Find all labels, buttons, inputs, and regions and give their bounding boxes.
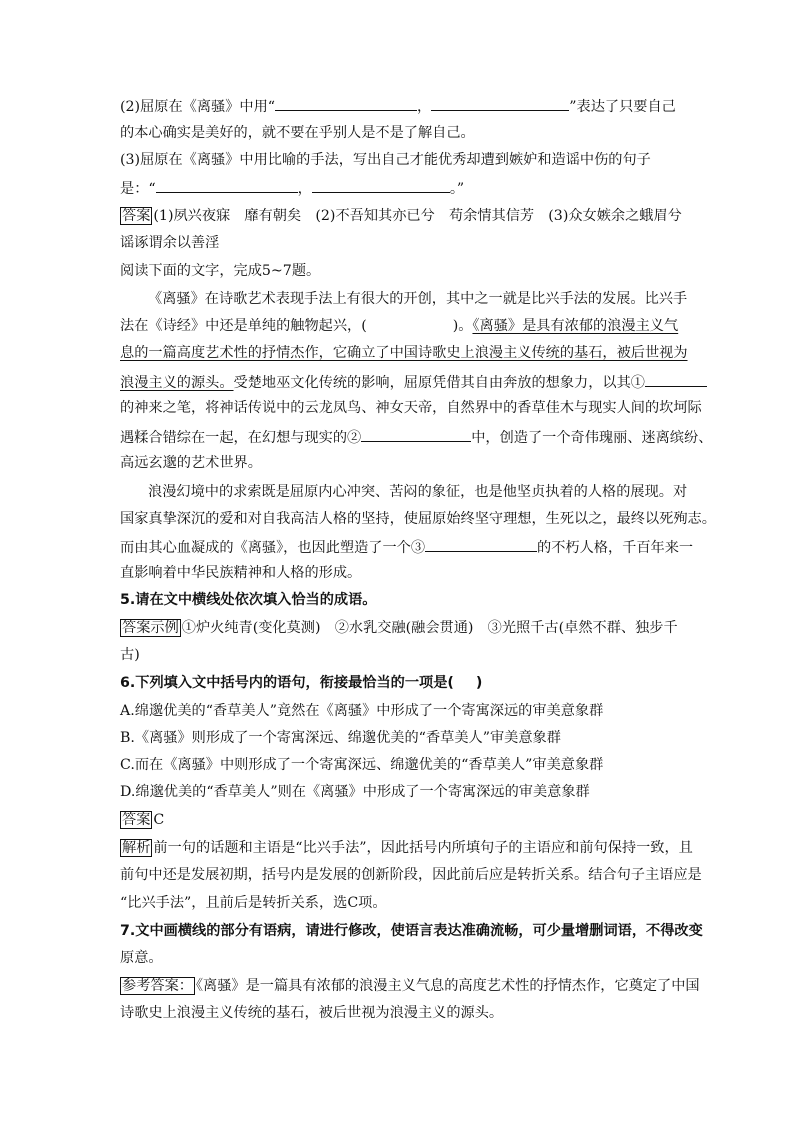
passage-text: 法在《诗经》中还是单纯的触物起兴，( — [120, 318, 367, 334]
passage-p2-line-3 — [120, 537, 693, 557]
answer-label: 答案 — [122, 208, 151, 224]
q6-stem-close: ) — [475, 675, 483, 691]
passage-p1-line-2 — [120, 317, 678, 335]
analysis-label: 解析 — [122, 840, 151, 856]
passage-text: 而由其心血凝成的《离骚》，也因此塑造了一个③ — [120, 540, 426, 556]
q5-answer-text: ①炉火纯青(变化莫测) ②水乳交融(融会贯通) ③光照千古(卓然不群、独步千 — [181, 620, 678, 636]
reading-intro: 阅读下面的文字，完成5~7题。 — [120, 263, 321, 279]
passage-text: 中，创造了一个奇伟瑰丽、迷离缤纷、 — [471, 430, 713, 446]
q6-answer-value: C — [153, 812, 165, 828]
q3-text-a: 是：“ — [120, 181, 156, 197]
q7-answer-line-2: 诗歌史上浪漫主义传统的基石，被后世视为浪漫主义的源头。 — [120, 1005, 504, 1021]
q2-line-1 — [120, 96, 676, 116]
q6-analysis-line-3: “比兴手法”，且前后是转折关系，选C项。 — [120, 895, 387, 911]
passage-p1-line-3 — [120, 344, 688, 362]
q6-stem-text: 6.下列填入文中括号内的语句，衔接最恰当的一项是( — [120, 675, 454, 691]
q6-option-d: D.绵邈优美的“香草美人”则在《离骚》中形成了一个寄寓深远的审美意象群 — [120, 784, 590, 800]
passage-text: 受楚地巫文化传统的影响，屈原凭借其自由奔放的想象力，以其① — [233, 375, 645, 391]
fill-blank — [431, 96, 569, 111]
passage-p1-line-5: 的神来之笔，将神话传说中的云龙凤鸟、神女天帝，自然界中的香草佳木与现实人间的坎坷际 — [120, 400, 702, 416]
underlined-sentence: 《离骚》是具有浓郁的浪漫主义气 — [472, 318, 679, 334]
passage-p1-line-4 — [120, 372, 707, 392]
passage-p1-line-7: 高远玄邈的艺术世界。 — [120, 455, 262, 471]
q2-text-a: (2)屈原在《离骚》中用“ — [120, 99, 276, 115]
q3-sep: ， — [297, 181, 312, 197]
q5-answer-line-2: 古) — [120, 647, 140, 663]
passage-text: 遇糅合错综在一起，在幻想与现实的② — [120, 430, 362, 446]
answer-1-line-2: 谣诼谓余以善淫 — [120, 235, 220, 251]
q6-analysis-line-2: 前句中还是发展初期，括号内是发展的创新阶段，因此前后应是转折关系。结合句子主语应是 — [120, 867, 702, 883]
q7-answer-line-1 — [120, 977, 700, 995]
q6-analysis-text: 前一句的话题和主语是“比兴手法”，因此括号内所填句子的主语应和前句保持一致，且 — [153, 840, 693, 856]
passage-text: )。 — [452, 318, 473, 334]
passage-p1-line-1: 《离骚》在诗歌艺术表现手法上有很大的开创，其中之一就是比兴手法的发展。比兴手 — [148, 291, 688, 307]
passage-p2-line-4: 直影响着中华民族精神和人格的形成。 — [120, 565, 362, 581]
passage-p2-line-1: 浪漫幻境中的求索既是屈原内心冲突、苦闷的象征，也是他坚贞执着的人格的展现。对 — [148, 484, 688, 500]
q2-line-2: 的本心确实是美好的，就不要在乎别人是不是了解自己。 — [120, 125, 475, 141]
passage-text: 的不朽人格，千百年来一 — [537, 540, 694, 556]
q6-option-c: C.而在《离骚》中则形成了一个寄寓深远、绵邈优美的“香草美人”审美意象群 — [120, 757, 604, 773]
answer-example-label: 答案示例 — [122, 620, 179, 636]
q5-stem: 5.请在文中横线处依次填入恰当的成语。 — [120, 592, 377, 608]
q6-option-a: A.绵邈优美的“香草美人”竟然在《离骚》中形成了一个寄寓深远的审美意象群 — [120, 703, 604, 719]
fill-blank-1 — [645, 372, 707, 387]
fill-blank — [156, 178, 298, 193]
underlined-sentence: 浪漫主义的源头。 — [120, 375, 234, 391]
q7-answer-text: 《离骚》是一篇具有浓郁的浪漫主义气息的高度艺术性的抒情杰作，它奠定了中国 — [195, 978, 700, 994]
q7-stem-line-1: 7.文中画横线的部分有语病，请进行修改，使语言表达准确流畅，可少量增删词语，不得改变 — [120, 923, 703, 939]
reference-answer-label: 参考答案： — [122, 978, 193, 994]
q2-sep: ， — [417, 99, 432, 115]
underlined-sentence: 息的一篇高度艺术性的抒情杰作，它确立了中国诗歌史上浪漫主义传统的基石，被后世视为 — [120, 345, 688, 361]
q3-line-2 — [120, 178, 464, 198]
fill-blank-3 — [425, 537, 537, 552]
answer-1-text: (1)夙兴夜寐 靡有朝矣 (2)不吾知其亦已兮 苟余情其信芳 (3)众女嫉余之蛾眉兮 — [153, 208, 682, 224]
q3-text-b: 。” — [449, 181, 465, 197]
answer-1-line-1 — [120, 207, 682, 225]
q3-line-1: (3)屈原在《离骚》中用比喻的手法，写出自己才能优秀却遭到嫉妒和造谣中伤的句子 — [120, 152, 651, 168]
q6-answer — [120, 811, 164, 829]
q7-stem-line-2: 原意。 — [120, 950, 163, 966]
q6-stem — [120, 674, 482, 692]
answer-label: 答案 — [122, 812, 151, 828]
q6-option-b: B.《离骚》则形成了一个寄寓深远、绵邈优美的“香草美人”审美意象群 — [120, 730, 561, 746]
q2-text-b: ”表达了只要自己 — [569, 99, 676, 115]
passage-p2-line-2: 国家真挚深沉的爱和对自我高洁人格的坚持，使屈原始终坚守理想，生死以之，最终以死殉志。 — [120, 511, 716, 527]
q5-answer-line-1 — [120, 619, 678, 637]
q6-analysis-line-1 — [120, 839, 693, 857]
passage-p1-line-6 — [120, 427, 712, 447]
fill-blank — [312, 178, 450, 193]
fill-blank-2 — [361, 427, 471, 442]
fill-blank — [275, 96, 417, 111]
